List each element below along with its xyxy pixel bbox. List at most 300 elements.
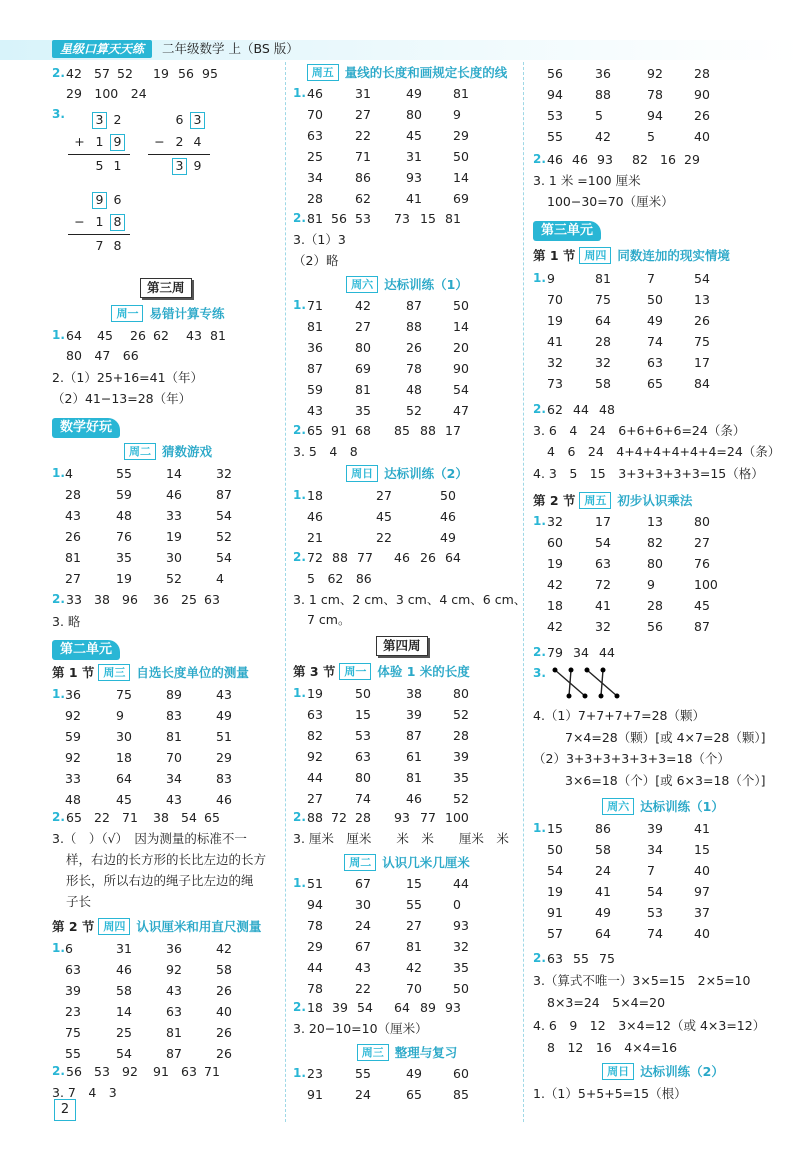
j1-value: 53 xyxy=(647,905,663,920)
o2-num: 2. xyxy=(293,1000,306,1014)
vertical-calc-1-digit: 2 xyxy=(113,112,122,127)
t2-value: 25 xyxy=(181,592,197,607)
o1-num: 1. xyxy=(293,876,306,890)
n1-value: 80 xyxy=(355,770,371,785)
a2-num: 2. xyxy=(293,423,306,437)
f2-value: 15 xyxy=(420,211,436,226)
j4b: 8 12 16 4×4=16 xyxy=(547,1040,678,1055)
n1-value: 27 xyxy=(307,791,323,806)
g1-value: 80 xyxy=(647,556,663,571)
r2-value: 46 xyxy=(572,152,588,167)
header-tue-2 xyxy=(293,852,521,872)
w1-value: 64 xyxy=(116,771,132,786)
r1-value: 55 xyxy=(547,129,563,144)
r1-value: 56 xyxy=(547,66,563,81)
n1-value: 38 xyxy=(406,686,422,701)
unit-3: 第三单元 xyxy=(533,221,601,241)
g2-value: 79 xyxy=(547,645,563,660)
day-tag: 周六 xyxy=(602,798,634,815)
n1-value: 87 xyxy=(406,728,422,743)
t1-value: 27 xyxy=(65,571,81,586)
m1-value: 62 xyxy=(153,328,169,343)
k1-value: 49 xyxy=(647,313,663,328)
h1-value: 14 xyxy=(116,1004,132,1019)
k1-value: 64 xyxy=(595,313,611,328)
h2-num: 2. xyxy=(52,1064,65,1078)
h1-value: 26 xyxy=(216,983,232,998)
day-tag: 周一 xyxy=(339,663,371,680)
a1-value: 59 xyxy=(307,382,323,397)
j3b: 8×3=24 5×4=20 xyxy=(547,995,666,1010)
q2-value: 19 xyxy=(153,66,169,81)
w1-value: 59 xyxy=(65,729,81,744)
a1-value: 81 xyxy=(307,319,323,334)
z1: 1.（1）5+5+5=15（根） xyxy=(533,1086,687,1101)
f1-value: 81 xyxy=(453,86,469,101)
f2-value: 81 xyxy=(445,211,461,226)
section-label: 第 2 节 xyxy=(533,493,576,508)
header-sat-2 xyxy=(533,796,793,816)
a1-value: 69 xyxy=(355,361,371,376)
vertical-calc-2-digit: 3 xyxy=(172,158,187,175)
q2-num: 2. xyxy=(52,66,65,80)
r1-value: 42 xyxy=(595,129,611,144)
j3a: 3.（算式不唯一）3×5=15 2×5=10 xyxy=(533,973,751,988)
o1-value: 44 xyxy=(453,876,469,891)
q2-line2: 29 100 24 xyxy=(66,86,147,101)
h1-num: 1. xyxy=(52,941,65,955)
m1-value: 81 xyxy=(210,328,226,343)
g1-value: 32 xyxy=(547,514,563,529)
n1-value: 35 xyxy=(453,770,469,785)
a1-value: 71 xyxy=(307,298,323,313)
h1-value: 31 xyxy=(116,941,132,956)
u1-value: 50 xyxy=(440,488,456,503)
q2-value: 42 xyxy=(66,66,82,81)
m1-num: 1. xyxy=(52,328,65,342)
u1-num: 1. xyxy=(293,488,306,502)
r1-value: 53 xyxy=(547,108,563,123)
q2-value: 95 xyxy=(202,66,218,81)
w1-value: 43 xyxy=(166,792,182,807)
j1-value: 15 xyxy=(694,842,710,857)
a1-value: 14 xyxy=(453,319,469,334)
n1-value: 15 xyxy=(355,707,371,722)
n2-value: 93 xyxy=(394,810,410,825)
o1-value: 30 xyxy=(355,897,371,912)
n1-value: 19 xyxy=(307,686,323,701)
f1-value: 41 xyxy=(406,191,422,206)
r1-value: 36 xyxy=(595,66,611,81)
t1-value: 54 xyxy=(216,550,232,565)
f2-value: 73 xyxy=(394,211,410,226)
n1-value: 92 xyxy=(307,749,323,764)
f1-value: 49 xyxy=(406,86,422,101)
w1-value: 36 xyxy=(65,687,81,702)
f1-value: 22 xyxy=(355,128,371,143)
q2-value: 52 xyxy=(117,66,133,81)
section-title: 达标训练（2） xyxy=(640,1064,724,1079)
section-label: 第 3 节 xyxy=(293,664,336,679)
j1-value: 64 xyxy=(595,926,611,941)
k1-value: 9 xyxy=(547,271,555,286)
k1-value: 63 xyxy=(647,355,663,370)
t1-value: 28 xyxy=(65,487,81,502)
o1-value: 22 xyxy=(355,981,371,996)
w1-value: 43 xyxy=(216,687,232,702)
h1-value: 54 xyxy=(116,1046,132,1061)
match-dot xyxy=(599,694,604,699)
k4: 4. 3 5 15 3+3+3+3+3=15（格） xyxy=(533,466,764,481)
k1-value: 70 xyxy=(547,292,563,307)
f1-num: 1. xyxy=(293,86,306,100)
o1-value: 42 xyxy=(406,960,422,975)
vertical-calc-3-digit: 8 xyxy=(113,238,122,253)
a1-value: 27 xyxy=(355,319,371,334)
section-title: 体验 1 米的长度 xyxy=(377,664,470,679)
w1-value: 45 xyxy=(116,792,132,807)
t1-value: 4 xyxy=(65,466,73,481)
vertical-calc-1-digit: 5 xyxy=(95,158,104,173)
a3: 3. 5 4 8 xyxy=(293,444,358,459)
h2-value: 53 xyxy=(94,1064,110,1079)
j1-num: 1. xyxy=(533,821,546,835)
o1-value: 35 xyxy=(453,960,469,975)
o1-value: 78 xyxy=(307,918,323,933)
header-mon-2 xyxy=(293,661,521,681)
t1-value: 76 xyxy=(116,529,132,544)
day-tag: 周二 xyxy=(344,854,376,871)
u2-value: 46 xyxy=(394,550,410,565)
j1-value: 86 xyxy=(595,821,611,836)
g1-value: 19 xyxy=(547,556,563,571)
day-tag: 周五 xyxy=(307,64,339,81)
h2-value: 71 xyxy=(204,1064,220,1079)
w1-value: 81 xyxy=(166,729,182,744)
match-line xyxy=(569,670,571,696)
a1-value: 36 xyxy=(307,340,323,355)
vertical-calc-2-digit: 3 xyxy=(190,112,205,129)
w3-line: 形长，所以右边的绳子比左边的绳 xyxy=(66,873,254,888)
section-title: 猜数游戏 xyxy=(161,444,212,459)
t1-num: 1. xyxy=(52,466,65,480)
r1-value: 5 xyxy=(595,108,603,123)
section-title: 达标训练（1） xyxy=(384,277,468,292)
t1-value: 54 xyxy=(216,508,232,523)
k1-num: 1. xyxy=(533,271,546,285)
g1-value: 41 xyxy=(595,598,611,613)
a2-value: 68 xyxy=(355,423,371,438)
p1-value: 65 xyxy=(406,1087,422,1102)
day-tag: 周六 xyxy=(346,276,378,293)
a2-value: 65 xyxy=(307,423,323,438)
vertical-calc-2-rule xyxy=(148,154,210,155)
t2-value: 63 xyxy=(204,592,220,607)
f1-value: 69 xyxy=(453,191,469,206)
k1-value: 28 xyxy=(595,334,611,349)
r2-value: 46 xyxy=(547,152,563,167)
r1-value: 94 xyxy=(547,87,563,102)
g1-value: 87 xyxy=(694,619,710,634)
j2-value: 63 xyxy=(547,951,563,966)
t1-value: 55 xyxy=(116,466,132,481)
day-tag: 周三 xyxy=(357,1044,389,1061)
book-subtitle: 二年级数学 上（BS 版） xyxy=(162,41,299,56)
week-3-label: 第三周 xyxy=(140,278,192,298)
g1-value: 18 xyxy=(547,598,563,613)
a1-value: 43 xyxy=(307,403,323,418)
q2-value: 57 xyxy=(94,66,110,81)
section-title: 量线的长度和画规定长度的线 xyxy=(344,65,508,80)
o2-value: 39 xyxy=(332,1000,348,1015)
h1-value: 42 xyxy=(216,941,232,956)
h1-value: 36 xyxy=(166,941,182,956)
vertical-calc-1-digit: 1 xyxy=(95,134,104,149)
p1-value: 85 xyxy=(453,1087,469,1102)
a2-value: 17 xyxy=(445,423,461,438)
o1-value: 94 xyxy=(307,897,323,912)
n1-value: 82 xyxy=(307,728,323,743)
w1-num: 1. xyxy=(52,687,65,701)
w2-value: 65 xyxy=(204,810,220,825)
f3b: （2）略 xyxy=(293,253,339,268)
a1-value: 54 xyxy=(453,382,469,397)
n2-value: 88 xyxy=(307,810,323,825)
o1-value: 51 xyxy=(307,876,323,891)
h1-value: 23 xyxy=(65,1004,81,1019)
k1-value: 17 xyxy=(694,355,710,370)
o1-value: 0 xyxy=(453,897,461,912)
a1-value: 80 xyxy=(355,340,371,355)
j1-value: 97 xyxy=(694,884,710,899)
match-dot xyxy=(615,694,620,699)
match-dot xyxy=(569,668,574,673)
g4c: （2）3+3+3+3+3+3=18（个） xyxy=(533,751,730,766)
k1-value: 7 xyxy=(647,271,655,286)
a1-value: 20 xyxy=(453,340,469,355)
f2-value: 53 xyxy=(355,211,371,226)
f1-value: 70 xyxy=(307,107,323,122)
j1-value: 91 xyxy=(547,905,563,920)
n1-num: 1. xyxy=(293,686,306,700)
r2-value: 29 xyxy=(684,152,700,167)
m1-line2: 80 47 66 xyxy=(66,348,139,363)
header-mon xyxy=(52,303,284,323)
g1-value: 60 xyxy=(547,535,563,550)
r2-value: 16 xyxy=(660,152,676,167)
h1-value: 92 xyxy=(166,962,182,977)
w1-value: 83 xyxy=(166,708,182,723)
vertical-calc-1-digit: 3 xyxy=(92,112,107,129)
q2-value: 56 xyxy=(178,66,194,81)
f1-value: 31 xyxy=(406,149,422,164)
a1-value: 26 xyxy=(406,340,422,355)
match-dot xyxy=(553,668,558,673)
m2a: 2.（1）25+16=41（年） xyxy=(52,370,204,385)
q3-num: 3. xyxy=(52,107,65,121)
match-line xyxy=(601,670,603,696)
header-tue xyxy=(52,441,284,461)
f2-value: 56 xyxy=(331,211,347,226)
n2-num: 2. xyxy=(293,810,306,824)
o1-value: 50 xyxy=(453,981,469,996)
r1-value: 88 xyxy=(595,87,611,102)
vertical-calc-2-digit: 2 xyxy=(175,134,184,149)
n1-value: 50 xyxy=(355,686,371,701)
p1-value: 60 xyxy=(453,1066,469,1081)
j1-value: 24 xyxy=(595,863,611,878)
h1-value: 26 xyxy=(216,1046,232,1061)
u3a: 3. 1 cm、2 cm、3 cm、4 cm、6 cm、 xyxy=(293,592,527,607)
k2-value: 62 xyxy=(547,402,563,417)
f1-value: 27 xyxy=(355,107,371,122)
n1-value: 80 xyxy=(453,686,469,701)
p1-value: 91 xyxy=(307,1087,323,1102)
w1-value: 49 xyxy=(216,708,232,723)
j1-value: 58 xyxy=(595,842,611,857)
o2-value: 89 xyxy=(420,1000,436,1015)
vertical-calc-1-digit: 9 xyxy=(110,134,125,151)
n1-value: 39 xyxy=(406,707,422,722)
section-title: 达标训练（1） xyxy=(640,799,724,814)
t1-value: 19 xyxy=(116,571,132,586)
j1-value: 54 xyxy=(647,884,663,899)
f1-value: 50 xyxy=(453,149,469,164)
u1-value: 46 xyxy=(307,509,323,524)
w1-value: 18 xyxy=(116,750,132,765)
j1-value: 34 xyxy=(647,842,663,857)
k1-value: 81 xyxy=(595,271,611,286)
unit-fun: 数学好玩 xyxy=(52,418,120,438)
r1-value: 94 xyxy=(647,108,663,123)
g1-value: 42 xyxy=(547,577,563,592)
t2-value: 33 xyxy=(66,592,82,607)
g1-value: 42 xyxy=(547,619,563,634)
w1-value: 30 xyxy=(116,729,132,744)
header-wed xyxy=(52,662,284,682)
n1-value: 52 xyxy=(453,791,469,806)
u1-value: 18 xyxy=(307,488,323,503)
vertical-calc-3-digit: 6 xyxy=(113,192,122,207)
brand-logo: 星级口算天天练 xyxy=(52,40,152,58)
j1-value: 7 xyxy=(647,863,655,878)
t1-value: 33 xyxy=(166,508,182,523)
column-divider-1 xyxy=(285,62,286,1122)
o1-value: 67 xyxy=(355,939,371,954)
section-title: 整理与复习 xyxy=(394,1045,458,1060)
h1-value: 75 xyxy=(65,1025,81,1040)
k1-value: 19 xyxy=(547,313,563,328)
f1-value: 71 xyxy=(355,149,371,164)
k1-value: 54 xyxy=(694,271,710,286)
h2-value: 56 xyxy=(66,1064,82,1079)
n1-value: 39 xyxy=(453,749,469,764)
t1-value: 26 xyxy=(65,529,81,544)
header-fri xyxy=(293,62,521,82)
j1-value: 15 xyxy=(547,821,563,836)
day-tag: 周日 xyxy=(602,1063,634,1080)
k1-value: 26 xyxy=(694,313,710,328)
t1-value: 4 xyxy=(216,571,224,586)
f1-value: 34 xyxy=(307,170,323,185)
p1-value: 24 xyxy=(355,1087,371,1102)
w3-line: 3.（ ）（√） 因为测量的标准不一 xyxy=(52,831,247,846)
a1-num: 1. xyxy=(293,298,306,312)
w1-value: 75 xyxy=(116,687,132,702)
o1-value: 44 xyxy=(307,960,323,975)
o1-value: 81 xyxy=(406,939,422,954)
a2-value: 85 xyxy=(394,423,410,438)
o1-value: 32 xyxy=(453,939,469,954)
a1-value: 48 xyxy=(406,382,422,397)
r1-value: 78 xyxy=(647,87,663,102)
vertical-calc-2-digit: 9 xyxy=(193,158,202,173)
section-label: 第 1 节 xyxy=(52,665,95,680)
h2-value: 91 xyxy=(153,1064,169,1079)
f3a: 3.（1）3 xyxy=(293,232,346,247)
r2-num: 2. xyxy=(533,152,546,166)
f1-value: 45 xyxy=(406,128,422,143)
g1-value: 17 xyxy=(595,514,611,529)
f1-value: 46 xyxy=(307,86,323,101)
g1-value: 32 xyxy=(595,619,611,634)
vertical-calc-2-digit: − xyxy=(154,134,165,149)
w3-line: 样，右边的长方形的长比左边的长方 xyxy=(66,852,267,867)
a1-value: 90 xyxy=(453,361,469,376)
u1-value: 49 xyxy=(440,530,456,545)
w1-value: 70 xyxy=(166,750,182,765)
day-tag: 周五 xyxy=(579,492,611,509)
n1-value: 81 xyxy=(406,770,422,785)
f1-value: 62 xyxy=(355,191,371,206)
w3-line: 子长 xyxy=(66,894,92,909)
j1-value: 50 xyxy=(547,842,563,857)
n1-value: 53 xyxy=(355,728,371,743)
u1-value: 46 xyxy=(440,509,456,524)
a1-value: 87 xyxy=(307,361,323,376)
a1-value: 52 xyxy=(406,403,422,418)
h1-value: 40 xyxy=(216,1004,232,1019)
t1-value: 59 xyxy=(116,487,132,502)
w1-value: 33 xyxy=(65,771,81,786)
match-dot xyxy=(585,668,590,673)
section-title: 同数连加的现实情境 xyxy=(617,248,730,263)
o1-value: 78 xyxy=(307,981,323,996)
w1-value: 51 xyxy=(216,729,232,744)
u2-value: 26 xyxy=(420,550,436,565)
w2-value: 65 xyxy=(66,810,82,825)
o1-value: 55 xyxy=(406,897,422,912)
k1-value: 73 xyxy=(547,376,563,391)
header-sun xyxy=(293,463,521,483)
f1-value: 93 xyxy=(406,170,422,185)
h3: 3. 7 4 3 xyxy=(52,1085,117,1100)
a1-value: 47 xyxy=(453,403,469,418)
g4d: 3×6=18（个）[或 6×3=18（个）] xyxy=(565,773,766,788)
u2-num: 2. xyxy=(293,550,306,564)
h1-value: 63 xyxy=(65,962,81,977)
u3b: 7 cm。 xyxy=(307,612,351,627)
match-dot xyxy=(567,694,572,699)
o1-value: 24 xyxy=(355,918,371,933)
t2-value: 38 xyxy=(94,592,110,607)
g4a: 4.（1）7+7+7+7=28（颗） xyxy=(533,708,705,723)
k1-value: 50 xyxy=(647,292,663,307)
section-title: 认识几米几厘米 xyxy=(382,855,470,870)
t1-value: 30 xyxy=(166,550,182,565)
u1-value: 27 xyxy=(376,488,392,503)
t1-value: 52 xyxy=(166,571,182,586)
